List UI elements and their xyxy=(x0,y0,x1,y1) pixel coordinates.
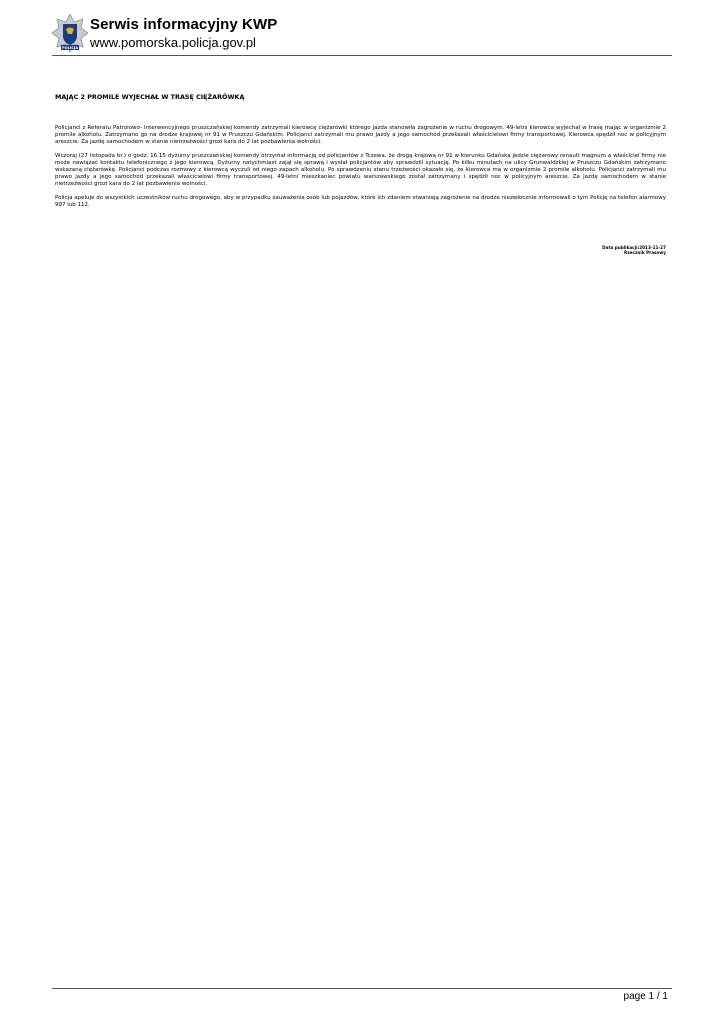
page-number: page 1 / 1 xyxy=(623,991,668,1002)
publication-date: Data publikacji:2013-11-27 xyxy=(602,245,666,250)
footer-divider xyxy=(52,988,672,989)
police-star-logo xyxy=(52,14,88,54)
article-paragraph-1: Policjanci z Referatu Patrolowo- Interwencyjnego pruszczańskiej komendy zatrzymali kierowcę ciężarówki którego jazda stanowiła zagrożenie w ruchu drogowym. 49-letni kierowca wyjechał w trasę mając w organizmie 2 promile alkoholu. Zatrzymano go na drodze krajowej nr 91 w Pruszczu Gdańskim. Policjanci zatrzymali mu prawo jazdy a jego samochód przekazali właścicielowi firmy transportowej. Kierowca spędził noc w policyjnym areszcie. Za jazdę samochodem w stanie nietrzeźwości grozi kara do 2 lat pozbawienia wolności. xyxy=(55,125,666,145)
logo-lettering: POLICJA xyxy=(61,46,79,51)
article-paragraph-3: Policja apeluje do wszystkich uczestników ruchu drogowego, aby w przypadku zauważenia osób lub pojazdów, które ich zdaniem stwarzają zagrożenie na drodze niezwłocznie informowali o tym Policję na telefon alarmowy 997 lub 112. xyxy=(55,195,666,208)
site-url: www.pomorska.policja.gov.pl xyxy=(90,35,256,50)
header-divider xyxy=(52,55,672,56)
site-title: Serwis informacyjny KWP xyxy=(90,16,278,33)
article-body xyxy=(55,125,666,216)
site-header xyxy=(52,14,672,56)
article-paragraph-2: Wczoraj (27 listopada br.) o godz. 16.15 dyżurny pruszczańskiej komendy otrzymał informację od policjantów z Tczewa, że drogą krajową nr 91 w kierunku Gdańska jedzie ciężarowy renault magnum a właściciel firmy nie może nawiązać kontaktu telefonicznego z jego kierowcą. Dyżurny natychmiast zajął się sprawą i wysłał policjantów aby sprawdzili sytuację. Po kilku minutach na ulicy Grunwaldzkiej w Pruszczu Gdańskim zatrzymano wskazaną ciężarówkę. Policjanci podczas rozmowy z kierowcą wyczuli od niego zapach alkoholu. Po sprawdzeniu stanu trzeźwości okazało się, że kierowca ma w organizmie 2 promile alkoholu. Policjanci zatrzymali mu prawo jazdy a jego samochód przekazali właścicielowi firmy transportowej. 49-letni mieszkaniec powiatu warszawskiego został zatrzymany i spędził noc w policyjnym areszcie. Za jazdę samochodem w stanie nietrzeźwości grozi kara do 2 lat pozbawienia wolności. xyxy=(55,153,666,187)
article-title: MAJĄC 2 PROMILE WYJECHAŁ W TRASĘ CIĘŻARÓWKĄ xyxy=(55,93,245,101)
author: Rzecznik Prasowy xyxy=(623,250,666,255)
publication-info xyxy=(602,245,666,255)
